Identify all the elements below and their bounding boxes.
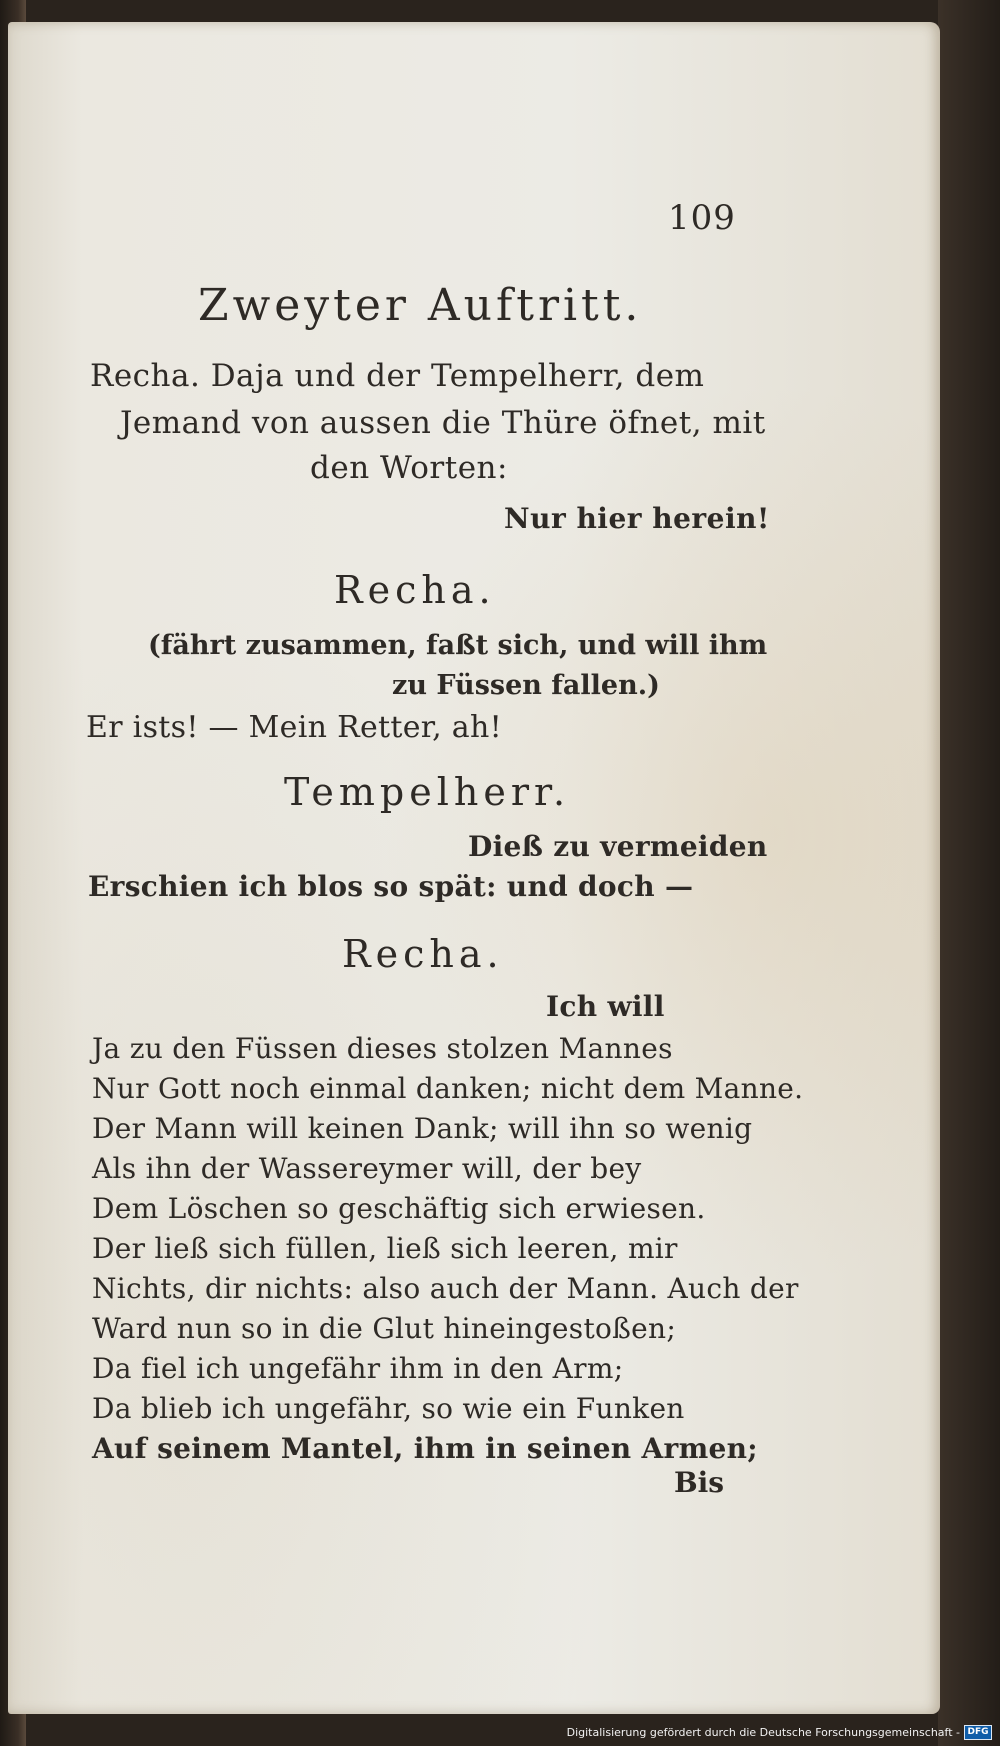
page-number: 109 [668,198,736,238]
stage-direction-line: zu Füssen fallen.) [392,670,660,701]
scene-title: Zweyter Auftritt. [198,280,643,331]
verse-line: Dem Löschen so geschäftig sich erwiesen. [92,1192,706,1225]
stage-intro-line: den Worten: [310,450,508,486]
digitization-credit [567,1722,992,1742]
speaker-recha: Recha. [334,568,496,612]
stage-intro-line: Jemand von aussen die Thüre öfnet, mit [120,405,766,441]
credit-text: Digitalisierung gefördert durch die Deutsche Forschungsgemeinschaft - [566,1725,960,1739]
verse-line: Als ihn der Wassereymer will, der bey [92,1152,642,1185]
stage-direction-line: (fährt zusammen, faßt sich, und will ihm [148,630,768,661]
verse-line: Auf seinem Mantel, ihm in seinen Armen; [92,1432,758,1465]
verse-line: Er ists! — Mein Retter, ah! [86,710,502,745]
catchword: Bis [674,1466,725,1499]
verse-line: Ja zu den Füssen dieses stolzen Mannes [92,1032,673,1065]
speaker-tempelherr: Tempelherr. [284,770,571,814]
verse-line: Nichts, dir nichts: also auch der Mann. Auch der [92,1272,799,1305]
verse-line: Da fiel ich ungefähr ihm in den Arm; [92,1352,624,1385]
verse-line: Ich will [546,990,665,1023]
book-page [8,22,940,1714]
verse-line: Der Mann will keinen Dank; will ihn so wenig [92,1112,753,1145]
verse-line: Dieß zu vermeiden [468,830,768,863]
book-edge-right [938,0,1000,1746]
verse-line: Der ließ sich füllen, ließ sich leeren, mir [92,1232,678,1265]
verse-line: Da blieb ich ungefähr, so wie ein Funken [92,1392,685,1425]
verse-line: Nur Gott noch einmal danken; nicht dem Manne. [92,1072,804,1105]
dfg-logo: DFG [964,1725,992,1740]
verse-line: Erschien ich blos so spät: und doch — [88,870,694,903]
speaker-recha: Recha. [342,932,504,976]
offstage-call: Nur hier herein! [504,502,770,535]
stage-intro-line: Recha. Daja und der Tempelherr, dem [90,358,705,394]
verse-line: Ward nun so in die Glut hineingestoßen; [92,1312,677,1345]
